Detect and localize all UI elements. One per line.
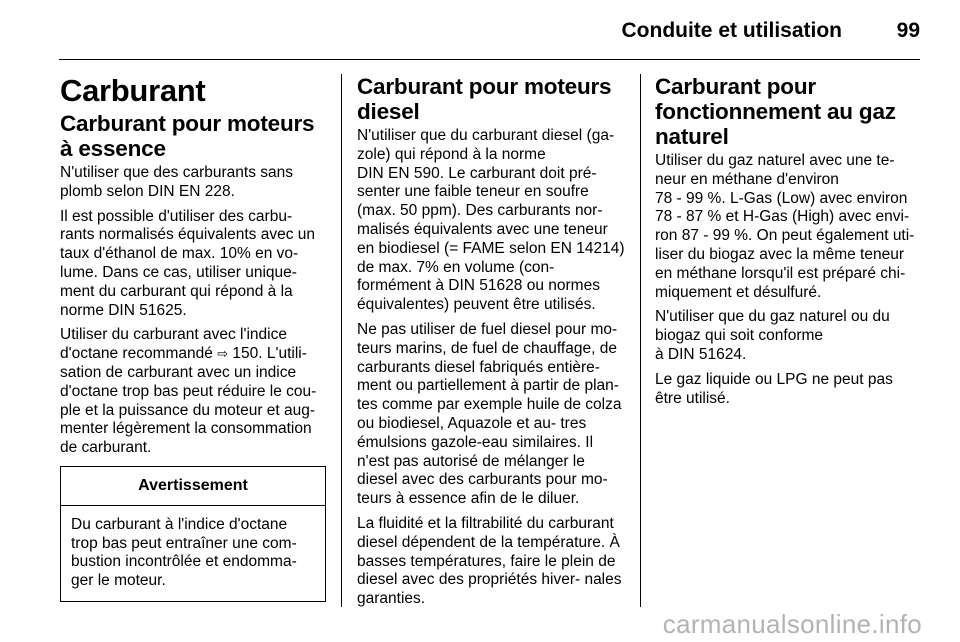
diesel-standard-text-1: N'utiliser que du carburant diesel (ga- zole) qui répond à la norme (357, 127, 615, 163)
paragraph-diesel-temperature: La fluidité et la filtrabilité du carburant diesel dépendent de la température. À basses températures, faire le plein de diesel avec des propriétés hiver- nales garanties. (357, 514, 622, 608)
section-heading-fuel: Carburant (60, 73, 206, 108)
paragraph-diesel-prohibited: Ne pas utiliser de fuel diesel pour mo- teurs marins, de fuel de chauffage, de carburants diesel fabriqués entière- ment ou partiellement à partir de plan- tes comme par exemple huile de colza ou biodiesel, Aquazole et au- tres émulsions gazole-eau similaires. Il n'est pas autorisé de mélanger le diesel avec des carburants pour mo- teurs à essence afin de le diluer. (357, 320, 622, 508)
paragraph-lpg: Le gaz liquide ou LPG ne peut pas être utilisé. (655, 370, 893, 407)
paragraph-diesel-standard (357, 127, 627, 315)
column-divider (640, 74, 641, 607)
column-divider (341, 74, 342, 607)
subheading-petrol-engines: Carburant pour moteurs à essence (60, 111, 315, 161)
gas-standard-text-2: à DIN 51624. (655, 345, 747, 363)
paragraph-gas-standard (655, 308, 923, 364)
paragraph-ethanol: Il est possible d'utiliser des carbu- rants normalisés équivalents avec un taux d'éthanol de max. 10% en vo- lume. Dans ce cas, utiliser unique- ment du carburant qui répond à la norme DIN 51625. (60, 207, 316, 319)
column-3 (655, 74, 923, 414)
paragraph-gas-methane (655, 152, 923, 302)
watermark: carmanualsonline.info (662, 609, 922, 639)
header-rule (59, 59, 920, 60)
diesel-standard-text-2: DIN EN 590. Le carburant doit pré- senter une faible teneur en soufre (max. 50 ppm). Des carburants nor- malisés équivalents avec une teneur en biodiesel (= FAME selon EN 14214) de max. 7% en volume (con- formément à DIN 51628 ou normes équivalentes) peuvent être utilisés. (357, 164, 625, 314)
heading-diesel-engines: Carburant pour moteurs diesel (357, 74, 612, 124)
octane-text-after: . L'utili- sation de carburant avec un indice d'octane trop bas peut réduire le cou- ple et la puissance du moteur et aug- menter légèrement la consommation de carburant. (60, 345, 317, 457)
paragraph-petrol-standard: N'utiliser que des carburants sans plomb selon DIN EN 228. (60, 164, 293, 200)
reference-arrow-icon: ⇨ (217, 346, 229, 362)
warning-box (60, 466, 326, 602)
gas-standard-text-1: N'utiliser que du gaz naturel ou du biogaz qui soit conforme (655, 308, 890, 345)
column-1 (60, 74, 326, 602)
gas-methane-text-2: 78 - 99 %. L-Gas (Low) avec environ 78 - 87 % et H-Gas (High) avec envi- ron 87 - 99 %. On peut également uti- liser du biogaz avec la même teneur en méthane lorsqu'il est préparé chi- miquement et désulfuré. (655, 189, 915, 301)
running-header-title: Conduite et utilisation (621, 19, 842, 42)
gas-methane-text-1: Utiliser du gaz naturel avec une te- neur en méthane d'environ (655, 152, 895, 188)
page-number: 99 (896, 19, 920, 42)
octane-text-before: Utiliser du carburant avec l'indice d'octane recommandé (60, 326, 287, 363)
heading-natural-gas: Carburant pour fonctionnement au gaz naturel (655, 74, 896, 149)
warning-body: Du carburant à l'indice d'octane trop bas peut entraîner une com- bustion incontrôlée et endomma- ger le moteur. (71, 515, 297, 590)
page-reference-link[interactable]: 150 (232, 345, 259, 363)
warning-title: Avertissement (61, 467, 325, 506)
paragraph-octane (60, 326, 326, 458)
column-2 (357, 74, 627, 615)
